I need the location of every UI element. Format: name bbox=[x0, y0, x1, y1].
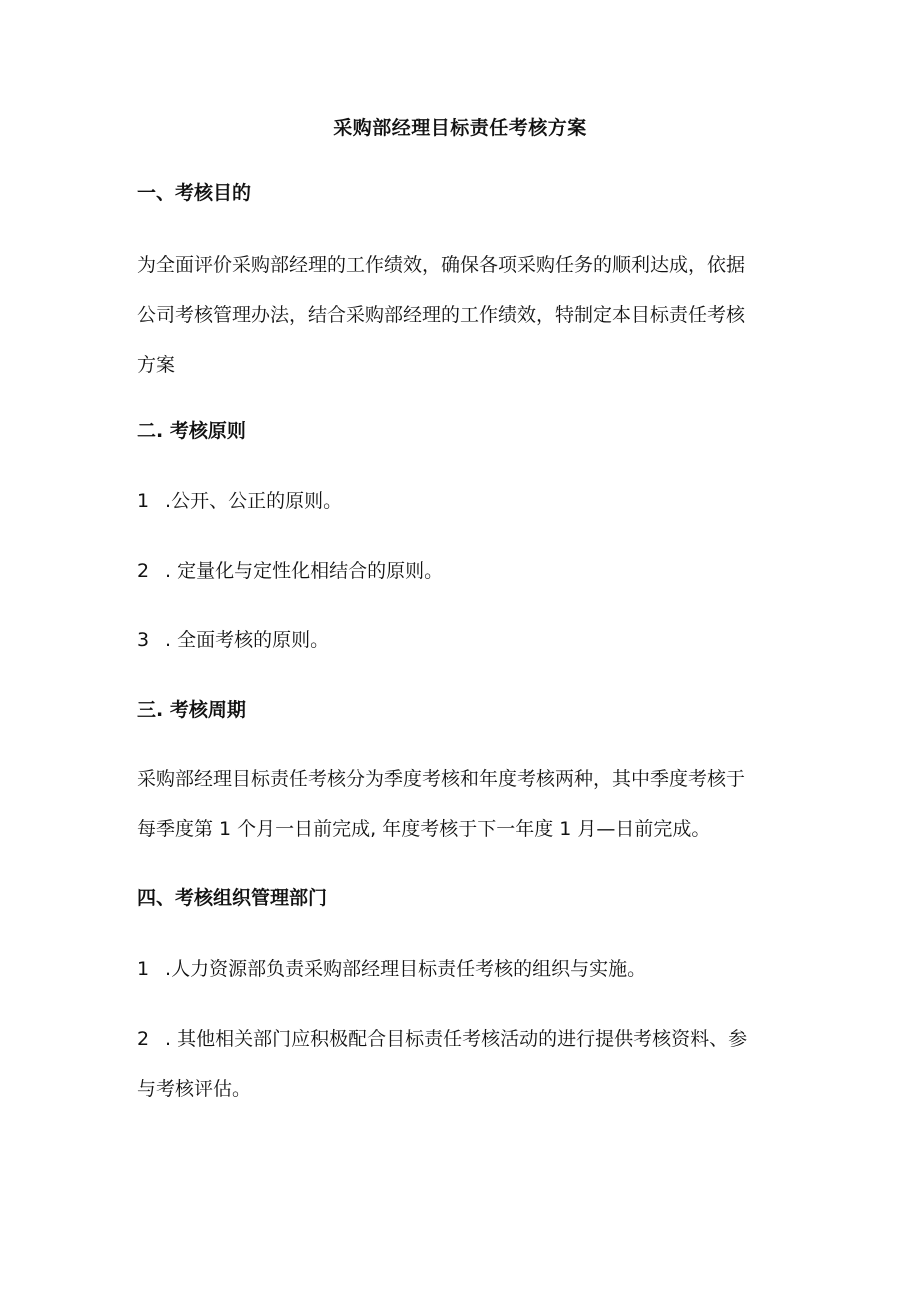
paragraph-line: 为全面评价采购部经理的工作绩效，确保各项采购任务的顺利达成，依据 bbox=[137, 254, 746, 276]
item-number: 1 bbox=[137, 490, 150, 512]
item-text: .人力资源部负责采购部经理目标责任考核的组织与实施。 bbox=[159, 958, 647, 980]
principle-item bbox=[137, 484, 787, 518]
item-number: 2 bbox=[137, 560, 150, 582]
paragraph-line: 采购部经理目标责任考核分为季度考核和年度考核两种，其中季度考核于 bbox=[137, 768, 746, 790]
section-heading-cycle: 三. 考核周期 bbox=[137, 699, 246, 721]
organization-item bbox=[137, 952, 787, 986]
item-text: . 定量化与定性化相结合的原则。 bbox=[159, 560, 444, 582]
section-heading-principles: 二. 考核原则 bbox=[137, 420, 246, 442]
principle-item bbox=[137, 623, 787, 657]
section-heading-purpose: 一、考核目的 bbox=[137, 182, 252, 204]
section-cycle-paragraph bbox=[137, 762, 787, 846]
organization-item bbox=[137, 1022, 787, 1106]
item-text: . 其他相关部门应积极配合目标责任考核活动的进行提供考核资料、参 bbox=[159, 1028, 748, 1050]
paragraph-line: 公司考核管理办法，结合采购部经理的工作绩效，特制定本目标责任考核 bbox=[137, 304, 746, 326]
document-title: 采购部经理目标责任考核方案 bbox=[333, 117, 587, 139]
item-number: 2 bbox=[137, 1028, 150, 1050]
paragraph-line: 每季度第 1 个月一日前完成, 年度考核于下一年度 1 月—日前完成。 bbox=[137, 818, 711, 840]
item-text: .公开、公正的原则。 bbox=[159, 490, 343, 512]
principle-item bbox=[137, 554, 787, 588]
paragraph-line: 方案 bbox=[137, 354, 176, 376]
section-heading-organization: 四、考核组织管理部门 bbox=[137, 887, 328, 909]
item-text: . 全面考核的原则。 bbox=[159, 629, 330, 651]
item-number: 1 bbox=[137, 958, 150, 980]
item-number: 3 bbox=[137, 629, 150, 651]
item-text-continuation: 与考核评估。 bbox=[137, 1078, 252, 1100]
section-purpose-paragraph bbox=[137, 248, 787, 382]
